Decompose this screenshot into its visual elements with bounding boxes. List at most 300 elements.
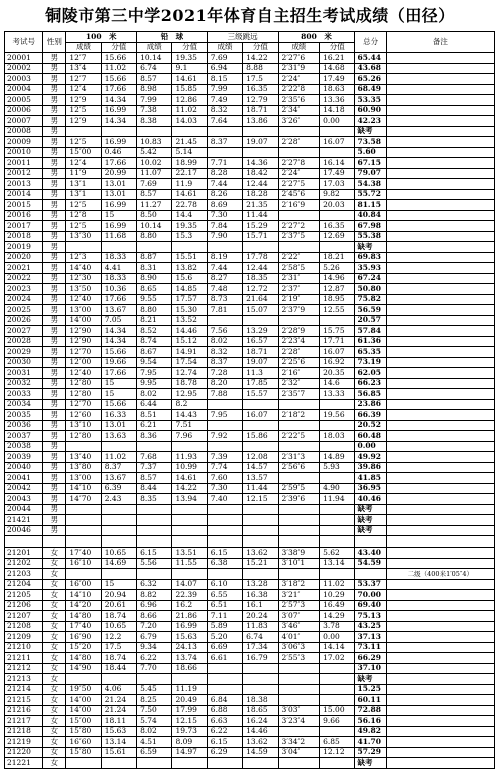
- note-cell: [386, 632, 494, 643]
- exam-id-cell: 21218: [5, 726, 43, 737]
- gender-cell: 男: [43, 273, 66, 284]
- triple-jump-result-cell: [207, 504, 242, 515]
- 800m-points-cell: 15.00: [320, 705, 355, 716]
- triple-jump-points-cell: 13.57: [243, 473, 278, 484]
- shot-put-result-cell: 8.51: [137, 410, 172, 421]
- 800m-points-cell: [320, 126, 355, 137]
- triple-jump-points-cell: 14.22: [243, 53, 278, 64]
- shot-put-result-cell: 9.55: [137, 294, 172, 305]
- 100m-points-cell: 0.46: [101, 147, 136, 158]
- table-row: [5, 452, 495, 463]
- 100m-points-cell: [101, 525, 136, 536]
- triple-jump-result-cell: 7.64: [207, 116, 242, 127]
- 100m-points-cell: 14.34: [101, 336, 136, 347]
- 800m-result-cell: 2′58″5: [278, 263, 320, 274]
- 800m-result-cell: [278, 695, 320, 706]
- 100m-result-cell: 17″40: [66, 548, 101, 559]
- table-row: [5, 525, 495, 536]
- shot-put-result-cell: [137, 569, 172, 580]
- triple-jump-result-cell: 6.94: [207, 63, 242, 74]
- total-score-cell: 36.95: [355, 483, 386, 494]
- 800m-points-cell: 16.07: [320, 347, 355, 358]
- 800m-points-cell: 12.69: [320, 231, 355, 242]
- total-score-cell: 69.83: [355, 252, 386, 263]
- 800m-points-cell: [320, 515, 355, 526]
- total-score-cell: 73.19: [355, 357, 386, 368]
- table-row: [5, 305, 495, 316]
- table-row: [5, 336, 495, 347]
- total-score-cell: 75.82: [355, 294, 386, 305]
- triple-jump-result-cell: 7.71: [207, 158, 242, 169]
- 100m-points-cell: 18.74: [101, 611, 136, 622]
- 100m-points-cell: 11.02: [101, 452, 136, 463]
- 100m-result-cell: [66, 569, 101, 580]
- 800m-points-cell: 10.29: [320, 590, 355, 601]
- gender-cell: 女: [43, 579, 66, 590]
- gender-cell: 女: [43, 716, 66, 727]
- 100m-result-cell: 14″10: [66, 483, 101, 494]
- 100m-points-cell: 20.94: [101, 590, 136, 601]
- 100m-result-cell: 12″9: [66, 116, 101, 127]
- 800m-points-cell: [320, 758, 355, 769]
- 100m-points-cell: 15.66: [101, 347, 136, 358]
- shot-put-points-cell: 14.03: [172, 116, 207, 127]
- shot-put-result-cell: 8.67: [137, 347, 172, 358]
- gender-cell: 男: [43, 200, 66, 211]
- triple-jump-points-cell: 13.62: [243, 737, 278, 748]
- triple-jump-points-cell: 16.57: [243, 336, 278, 347]
- 100m-result-cell: [66, 441, 101, 452]
- exam-id-cell: 21219: [5, 737, 43, 748]
- exam-id-cell: 20046: [5, 525, 43, 536]
- 800m-result-cell: 2′28″: [278, 137, 320, 148]
- triple-jump-result-cell: 7.95: [207, 410, 242, 421]
- 100m-result-cell: 12″70: [66, 399, 101, 410]
- exam-id-cell: 20038: [5, 441, 43, 452]
- total-score-cell: 55.72: [355, 189, 386, 200]
- triple-jump-result-cell: 7.30: [207, 210, 242, 221]
- 100m-result-cell: 12″9: [66, 95, 101, 106]
- 800m-result-cell: 2′24″: [278, 168, 320, 179]
- table-row: [5, 53, 495, 64]
- triple-jump-points-cell: [243, 126, 278, 137]
- triple-jump-points-cell: 19.07: [243, 137, 278, 148]
- 100m-points-cell: 18.44: [101, 663, 136, 674]
- table-row: [5, 590, 495, 601]
- 100m-result-cell: 14″00: [66, 315, 101, 326]
- 800m-result-cell: 2′27″2: [278, 221, 320, 232]
- 800m-points-cell: 17.02: [320, 653, 355, 664]
- triple-jump-points-cell: 8.88: [243, 63, 278, 74]
- 800m-result-cell: [278, 536, 320, 548]
- 800m-points-cell: 17.03: [320, 179, 355, 190]
- gender-cell: 男: [43, 95, 66, 106]
- 800m-points-cell: [320, 420, 355, 431]
- shot-put-points-cell: 19.73: [172, 726, 207, 737]
- table-row: [5, 399, 495, 410]
- exam-id-cell: 20014: [5, 189, 43, 200]
- triple-jump-result-cell: 8.28: [207, 168, 242, 179]
- exam-id-cell: 21221: [5, 758, 43, 769]
- shot-put-points-cell: 12.95: [172, 389, 207, 400]
- triple-jump-points-cell: 14.46: [243, 726, 278, 737]
- header-shot-put: 铅 球: [137, 32, 208, 43]
- 800m-points-cell: [320, 726, 355, 737]
- 800m-result-cell: [278, 525, 320, 536]
- shot-put-points-cell: 7.96: [172, 431, 207, 442]
- table-row: [5, 558, 495, 569]
- 800m-result-cell: 2′16″9: [278, 200, 320, 211]
- triple-jump-result-cell: [207, 242, 242, 253]
- header-triple-jump: 三级跳远: [207, 32, 278, 43]
- triple-jump-points-cell: 14.59: [243, 747, 278, 758]
- 100m-result-cell: 12″5: [66, 105, 101, 116]
- shot-put-points-cell: [172, 242, 207, 253]
- total-score-cell: 61.36: [355, 336, 386, 347]
- note-cell: [386, 242, 494, 253]
- 100m-points-cell: 10.65: [101, 621, 136, 632]
- table-row: [5, 326, 495, 337]
- triple-jump-result-cell: [207, 758, 242, 769]
- triple-jump-result-cell: 8.26: [207, 189, 242, 200]
- triple-jump-points-cell: [243, 147, 278, 158]
- total-score-cell: 56.16: [355, 716, 386, 727]
- triple-jump-result-cell: [207, 399, 242, 410]
- shot-put-points-cell: 11.93: [172, 452, 207, 463]
- 100m-points-cell: 13.01: [101, 189, 136, 200]
- exam-id-cell: 20024: [5, 294, 43, 305]
- triple-jump-points-cell: [243, 504, 278, 515]
- note-cell: [386, 452, 494, 463]
- 100m-result-cell: 16″90: [66, 632, 101, 643]
- note-cell: [386, 137, 494, 148]
- triple-jump-result-cell: 6.15: [207, 548, 242, 559]
- gender-cell: 男: [43, 347, 66, 358]
- shot-put-result-cell: 8.74: [137, 336, 172, 347]
- 800m-result-cell: 2′45″6: [278, 189, 320, 200]
- gender-cell: 男: [43, 63, 66, 74]
- 100m-result-cell: 13″4: [66, 63, 101, 74]
- 100m-result-cell: 16″10: [66, 558, 101, 569]
- shot-put-points-cell: 13.74: [172, 653, 207, 664]
- gender-cell: 女: [43, 674, 66, 685]
- 100m-result-cell: 12″5: [66, 200, 101, 211]
- shot-put-points-cell: 18.99: [172, 158, 207, 169]
- total-score-cell: 67.98: [355, 221, 386, 232]
- shot-put-result-cell: [137, 242, 172, 253]
- note-cell: [386, 399, 494, 410]
- 100m-result-cell: 12″80: [66, 378, 101, 389]
- gender-cell: 男: [43, 378, 66, 389]
- exam-id-cell: 21205: [5, 590, 43, 601]
- shot-put-points-cell: 11.02: [172, 105, 207, 116]
- 800m-points-cell: 14.6: [320, 378, 355, 389]
- 100m-result-cell: 12″90: [66, 336, 101, 347]
- 100m-points-cell: 12.2: [101, 632, 136, 643]
- 800m-points-cell: [320, 473, 355, 484]
- shot-put-points-cell: 21.45: [172, 137, 207, 148]
- table-row: [5, 63, 495, 74]
- gender-cell: 女: [43, 621, 66, 632]
- 800m-points-cell: 4.90: [320, 483, 355, 494]
- 800m-result-cell: 2′27″5: [278, 179, 320, 190]
- 100m-points-cell: 19.66: [101, 357, 136, 368]
- shot-put-points-cell: 15.12: [172, 336, 207, 347]
- table-row: [5, 705, 495, 716]
- 800m-points-cell: [320, 147, 355, 158]
- shot-put-result-cell: [137, 758, 172, 769]
- total-score-cell: 57.29: [355, 747, 386, 758]
- note-cell: [386, 473, 494, 484]
- 800m-result-cell: 2′22″8: [278, 84, 320, 95]
- total-score-cell: 缺考: [355, 242, 386, 253]
- exam-id-cell: 20030: [5, 357, 43, 368]
- gender-cell: 男: [43, 242, 66, 253]
- shot-put-points-cell: 15.63: [172, 632, 207, 643]
- total-score-cell: 65.26: [355, 74, 386, 85]
- shot-put-result-cell: 8.52: [137, 326, 172, 337]
- exam-id-cell: 21216: [5, 705, 43, 716]
- triple-jump-points-cell: 6.74: [243, 632, 278, 643]
- 100m-result-cell: 13″40: [66, 452, 101, 463]
- table-row: [5, 504, 495, 515]
- table-row: [5, 294, 495, 305]
- triple-jump-result-cell: 6.22: [207, 726, 242, 737]
- 800m-points-cell: 14.68: [320, 63, 355, 74]
- 100m-points-cell: 15: [101, 579, 136, 590]
- 800m-result-cell: 2′22″: [278, 252, 320, 263]
- 100m-points-cell: 18.33: [101, 252, 136, 263]
- shot-put-result-cell: 6.15: [137, 548, 172, 559]
- triple-jump-points-cell: 12.72: [243, 284, 278, 295]
- total-score-cell: 67.24: [355, 273, 386, 284]
- 800m-result-cell: 2′32″: [278, 378, 320, 389]
- gender-cell: 男: [43, 116, 66, 127]
- note-cell: [386, 653, 494, 664]
- shot-put-result-cell: 7.69: [137, 179, 172, 190]
- shot-put-points-cell: 13.82: [172, 263, 207, 274]
- table-row: [5, 137, 495, 148]
- gender-cell: 男: [43, 179, 66, 190]
- 100m-points-cell: 17.66: [101, 368, 136, 379]
- gender-cell: 男: [43, 494, 66, 505]
- shot-put-result-cell: 7.50: [137, 705, 172, 716]
- subheader-points: 分值: [101, 42, 136, 53]
- triple-jump-result-cell: [207, 569, 242, 580]
- table-row: [5, 378, 495, 389]
- triple-jump-points-cell: 15.86: [243, 431, 278, 442]
- gender-cell: 男: [43, 284, 66, 295]
- gender-cell: 女: [43, 695, 66, 706]
- header-gender: 性别: [43, 32, 66, 53]
- note-cell: [386, 462, 494, 473]
- shot-put-result-cell: 7.70: [137, 663, 172, 674]
- 800m-points-cell: [320, 210, 355, 221]
- triple-jump-result-cell: 8.37: [207, 137, 242, 148]
- triple-jump-result-cell: 7.99: [207, 84, 242, 95]
- triple-jump-points-cell: 18.71: [243, 105, 278, 116]
- 800m-result-cell: 2′31″9: [278, 63, 320, 74]
- 800m-points-cell: 16.35: [320, 221, 355, 232]
- 800m-points-cell: 18.03: [320, 431, 355, 442]
- triple-jump-points-cell: 16.38: [243, 590, 278, 601]
- note-cell: [386, 347, 494, 358]
- subheader-points: 分值: [320, 42, 355, 53]
- shot-put-points-cell: 18.66: [172, 663, 207, 674]
- 100m-points-cell: 16.33: [101, 410, 136, 421]
- 800m-result-cell: [278, 473, 320, 484]
- triple-jump-result-cell: 7.90: [207, 231, 242, 242]
- exam-id-cell: 20013: [5, 179, 43, 190]
- note-cell: [386, 315, 494, 326]
- gender-cell: 女: [43, 726, 66, 737]
- 800m-result-cell: [278, 758, 320, 769]
- shot-put-points-cell: [172, 758, 207, 769]
- triple-jump-points-cell: 18.42: [243, 168, 278, 179]
- shot-put-points-cell: 11.55: [172, 558, 207, 569]
- 100m-points-cell: 16.99: [101, 221, 136, 232]
- exam-id-cell: 20006: [5, 105, 43, 116]
- exam-id-cell: 21211: [5, 653, 43, 664]
- gender-cell: 女: [43, 558, 66, 569]
- 800m-result-cell: [278, 726, 320, 737]
- note-cell: [386, 525, 494, 536]
- 100m-points-cell: 11.68: [101, 231, 136, 242]
- exam-id-cell: 20011: [5, 158, 43, 169]
- 800m-result-cell: [278, 420, 320, 431]
- 800m-result-cell: 2′35″7: [278, 389, 320, 400]
- total-score-cell: 60.90: [355, 105, 386, 116]
- note-cell: [386, 747, 494, 758]
- header-exam-id: 考试号: [5, 32, 43, 53]
- triple-jump-result-cell: [207, 515, 242, 526]
- shot-put-result-cell: 8.31: [137, 263, 172, 274]
- table-row: [5, 189, 495, 200]
- triple-jump-points-cell: [243, 515, 278, 526]
- 800m-points-cell: 11.94: [320, 494, 355, 505]
- shot-put-result-cell: [137, 515, 172, 526]
- shot-put-result-cell: 8.38: [137, 116, 172, 127]
- shot-put-result-cell: 9.54: [137, 357, 172, 368]
- shot-put-result-cell: 8.25: [137, 695, 172, 706]
- triple-jump-result-cell: 8.15: [207, 74, 242, 85]
- 800m-points-cell: 20.03: [320, 200, 355, 211]
- 100m-points-cell: [101, 569, 136, 580]
- exam-id-cell: 20025: [5, 305, 43, 316]
- 100m-points-cell: 14.34: [101, 116, 136, 127]
- table-row: [5, 263, 495, 274]
- 100m-result-cell: 12″4: [66, 158, 101, 169]
- 800m-points-cell: [320, 684, 355, 695]
- 100m-points-cell: 21.24: [101, 705, 136, 716]
- note-cell: 二级（400米1′05″4）: [386, 569, 494, 580]
- shot-put-result-cell: 9.95: [137, 378, 172, 389]
- exam-id-cell: 20027: [5, 326, 43, 337]
- table-row: [5, 200, 495, 211]
- gender-cell: 女: [43, 611, 66, 622]
- 100m-points-cell: 7.05: [101, 315, 136, 326]
- gender-cell: 女: [43, 684, 66, 695]
- 100m-points-cell: 15.66: [101, 74, 136, 85]
- subheader-result: 成绩: [137, 42, 172, 53]
- 100m-result-cell: 15″80: [66, 747, 101, 758]
- shot-put-result-cell: [137, 536, 172, 548]
- 800m-points-cell: 9.66: [320, 716, 355, 727]
- total-score-cell: 43.40: [355, 548, 386, 559]
- shot-put-points-cell: 19.35: [172, 221, 207, 232]
- note-cell: [386, 189, 494, 200]
- triple-jump-result-cell: [207, 674, 242, 685]
- 100m-points-cell: 6.39: [101, 483, 136, 494]
- 800m-points-cell: 5.62: [320, 548, 355, 559]
- 100m-points-cell: 13.67: [101, 305, 136, 316]
- shot-put-points-cell: 22.78: [172, 200, 207, 211]
- note-cell: [386, 494, 494, 505]
- 100m-points-cell: [101, 242, 136, 253]
- total-score-cell: 15.25: [355, 684, 386, 695]
- triple-jump-points-cell: 14.36: [243, 158, 278, 169]
- exam-id-cell: 21204: [5, 579, 43, 590]
- 800m-points-cell: 16.14: [320, 158, 355, 169]
- exam-id-cell: 20039: [5, 452, 43, 463]
- note-cell: [386, 695, 494, 706]
- shot-put-points-cell: 14.61: [172, 473, 207, 484]
- gender-cell: 女: [43, 600, 66, 611]
- shot-put-result-cell: 10.83: [137, 137, 172, 148]
- 800m-result-cell: 2′18″2: [278, 410, 320, 421]
- exam-id-cell: 20031: [5, 368, 43, 379]
- shot-put-result-cell: 11.27: [137, 200, 172, 211]
- shot-put-points-cell: 11.19: [172, 684, 207, 695]
- triple-jump-result-cell: 7.88: [207, 389, 242, 400]
- 100m-result-cell: [66, 126, 101, 137]
- triple-jump-result-cell: 7.11: [207, 611, 242, 622]
- triple-jump-points-cell: [243, 684, 278, 695]
- 100m-points-cell: 16.99: [101, 105, 136, 116]
- shot-put-points-cell: 8.2: [172, 399, 207, 410]
- total-score-cell: 缺考: [355, 758, 386, 769]
- 800m-result-cell: 3′03″: [278, 705, 320, 716]
- 100m-points-cell: 20.99: [101, 168, 136, 179]
- table-row: [5, 611, 495, 622]
- shot-put-result-cell: 8.98: [137, 84, 172, 95]
- note-cell: [386, 579, 494, 590]
- 100m-points-cell: 17.66: [101, 158, 136, 169]
- 100m-points-cell: [101, 504, 136, 515]
- 800m-result-cell: 2′23″4: [278, 336, 320, 347]
- 800m-result-cell: 2′31″3: [278, 452, 320, 463]
- total-score-cell: 缺考: [355, 525, 386, 536]
- note-cell: [386, 621, 494, 632]
- 800m-result-cell: 2′24″: [278, 74, 320, 85]
- 800m-points-cell: [320, 399, 355, 410]
- 100m-result-cell: 12″3: [66, 252, 101, 263]
- gender-cell: 女: [43, 758, 66, 769]
- gender-cell: 男: [43, 168, 66, 179]
- 100m-points-cell: 8.37: [101, 462, 136, 473]
- gender-cell: 男: [43, 305, 66, 316]
- subheader-result: 成绩: [66, 42, 101, 53]
- triple-jump-result-cell: 7.49: [207, 95, 242, 106]
- 800m-points-cell: 14.89: [320, 452, 355, 463]
- triple-jump-result-cell: 8.27: [207, 273, 242, 284]
- total-score-cell: 68.49: [355, 84, 386, 95]
- shot-put-result-cell: 6.21: [137, 420, 172, 431]
- note-cell: [386, 273, 494, 284]
- 100m-points-cell: 18.74: [101, 653, 136, 664]
- 100m-result-cell: 17″40: [66, 621, 101, 632]
- shot-put-points-cell: 15.85: [172, 84, 207, 95]
